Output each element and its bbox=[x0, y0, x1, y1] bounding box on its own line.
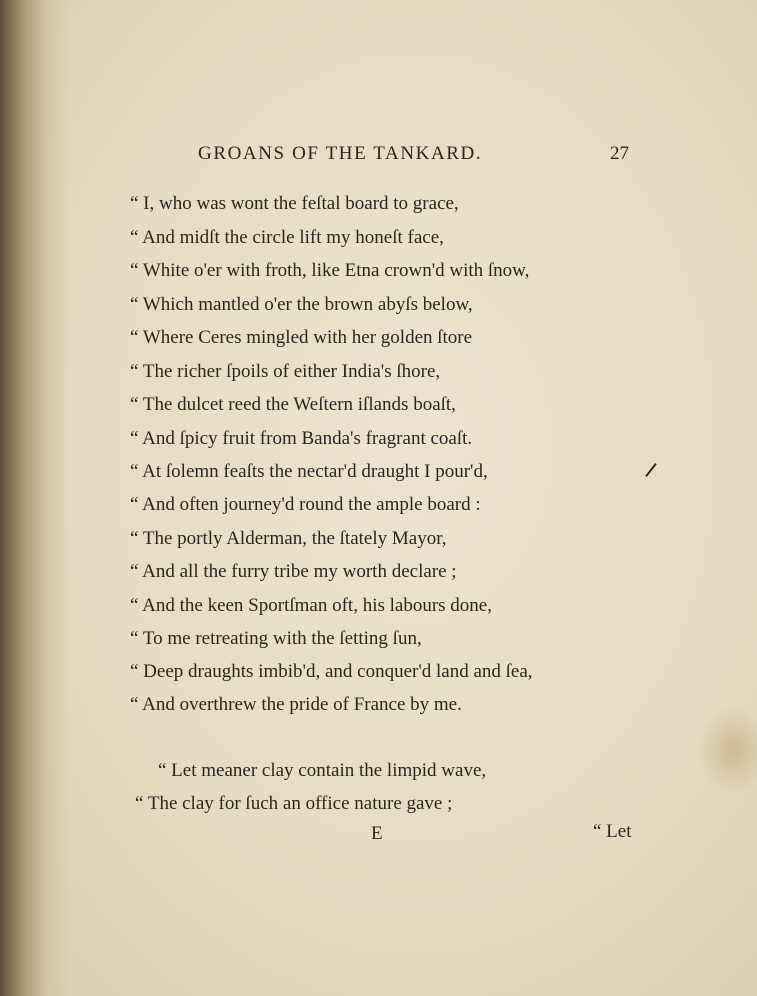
page-number: 27 bbox=[610, 143, 629, 164]
verse-line: “ I, who was wont the feſtal board to grace, bbox=[130, 193, 459, 214]
running-header bbox=[0, 143, 757, 171]
paper-stain bbox=[697, 705, 757, 795]
signature-mark: E bbox=[371, 823, 383, 844]
verse-line: “ At ſolemn feaſts the nectar'd draught I pour'd, bbox=[130, 461, 488, 482]
verse-line: “ Which mantled o'er the brown abyſs below, bbox=[130, 294, 473, 315]
verse-line: “ The dulcet reed the Weſtern iſlands boaſt, bbox=[130, 394, 456, 415]
verse-line: “ And all the furry tribe my worth declare ; bbox=[130, 561, 457, 582]
verse-line: “ Let meaner clay contain the limpid wave, bbox=[158, 760, 487, 781]
ink-mark bbox=[645, 463, 656, 477]
verse-line: “ And ſpicy fruit from Banda's fragrant coaſt. bbox=[130, 428, 473, 449]
verse-line: “ And the keen Sportſman oft, his labours done, bbox=[130, 595, 492, 616]
verse-line: “ The richer ſpoils of either India's ſhore, bbox=[130, 361, 441, 382]
verse-line: “ The clay for ſuch an office nature gave ; bbox=[135, 793, 453, 814]
catchword: “ Let bbox=[593, 821, 632, 842]
verse-line: “ White o'er with froth, like Etna crown'd with ſnow, bbox=[130, 260, 530, 281]
verse-line: “ Where Ceres mingled with her golden ſtore bbox=[130, 327, 473, 348]
verse-line: “ To me retreating with the ſetting ſun, bbox=[130, 628, 422, 649]
running-title: GROANS OF THE TANKARD. bbox=[198, 143, 483, 164]
verse-line: “ The portly Alderman, the ſtately Mayor, bbox=[130, 528, 447, 549]
verse-line: “ And midſt the circle lift my honeſt face, bbox=[130, 227, 444, 248]
verse-line: “ Deep draughts imbib'd, and conquer'd land and ſea, bbox=[130, 661, 533, 682]
verse-line: “ And overthrew the pride of France by me. bbox=[130, 694, 462, 715]
verse-line: “ And often journey'd round the ample board : bbox=[130, 494, 481, 515]
